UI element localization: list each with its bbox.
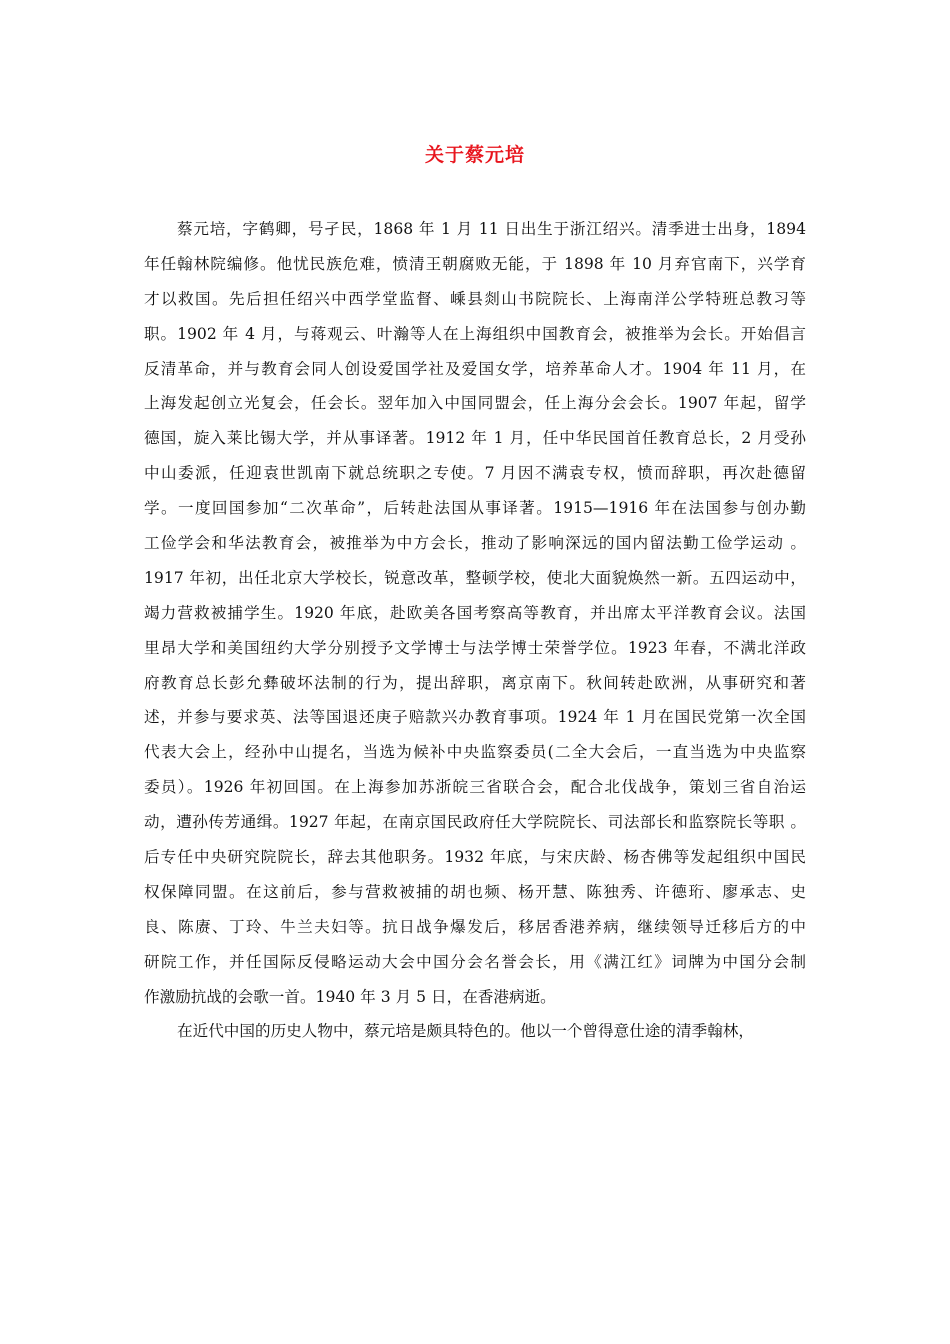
- document-body: [144, 212, 806, 1049]
- text-line: 研院工作，并任国际反侵略运动大会中国分会名誉会长，用《满江红》词牌为中国分会制: [144, 952, 806, 971]
- text-line: 蔡元培，字鹤卿，号孑民，1868 年 1 月 11 日出生于浙江绍兴。清季进士出身，1894: [177, 220, 806, 238]
- text-line: 作激励抗战的会歌一首。1940 年 3 月 5 日，在香港病逝。: [144, 987, 556, 1006]
- text-line: 委员）。1926 年初回国。在上海参加苏浙皖三省联合会，配合北伐战争，策划三省自治运: [144, 778, 806, 797]
- text-line: 年任翰林院编修。他忧民族危难，愤清王朝腐败无能，于 1898 年 10 月弃官南下，兴学育: [144, 254, 806, 273]
- text-line: 动，遭孙传芳通缉。1927 年起，在南京国民政府任大学院院长、司法部长和监察院长等职 。: [144, 813, 806, 832]
- text-line: 职。1902 年 4 月，与蒋观云、叶瀚等人在上海组织中国教育会，被推举为会长。开始倡言: [144, 324, 806, 343]
- text-line: 上海发起创立光复会，任会长。翌年加入中国同盟会，任上海分会会长。1907 年起，留学: [144, 394, 806, 413]
- text-line: 里昂大学和美国纽约大学分别授予文学博士与法学博士荣誉学位。1923 年春，不满北洋政: [144, 638, 806, 657]
- paragraph-commentary: [144, 1014, 806, 1049]
- paragraph-biography: [144, 212, 806, 1014]
- text-line: 述，并参与要求英、法等国退还庚子赔款兴办教育事项。1924 年 1 月在国民党第一次全国: [144, 708, 806, 727]
- text-line: 府教育总长彭允彝破坏法制的行为，提出辞职，离京南下。秋间转赴欧洲，从事研究和著: [144, 673, 806, 692]
- text-line: 权保障同盟。在这前后，参与营救被捕的胡也频、杨开慧、陈独秀、许德珩、廖承志、史: [144, 882, 806, 901]
- document-title: 关于蔡元培: [424, 144, 525, 166]
- text-line: 竭力营救被捕学生。1920 年底，赴欧美各国考察高等教育，并出席太平洋教育会议。法国: [144, 603, 806, 622]
- text-line: 工俭学会和华法教育会，被推举为中方会长，推动了影响深远的国内留法勤工俭学运动 。: [144, 534, 806, 553]
- text-line: 良、陈赓、丁玲、牛兰夫妇等。抗日战争爆发后，移居香港养病，继续领导迁移后方的中: [144, 917, 806, 936]
- text-line: 中山委派，任迎袁世凯南下就总统职之专使。7 月因不满袁专权，愤而辞职，再次赴德留: [144, 464, 806, 483]
- text-line: 反清革命，并与教育会同人创设爱国学社及爱国女学，培养革命人才。1904 年 11 月，在: [144, 359, 806, 378]
- text-line: 代表大会上，经孙中山提名，当选为候补中央监察委员(二全大会后，一直当选为中央监察: [144, 743, 806, 762]
- text-line: 德国，旋入莱比锡大学，并从事译著。1912 年 1 月，任中华民国首任教育总长，2 月受孙: [144, 429, 806, 448]
- text-line: 后专任中央研究院院长，辞去其他职务。1932 年底，与宋庆龄、杨杏佛等发起组织中国民: [144, 848, 806, 867]
- text-line: 才以救国。先后担任绍兴中西学堂监督、嵊县剡山书院院长、上海南洋公学特班总教习等: [144, 289, 806, 308]
- text-line: 学。一度回国参加“二次革命”，后转赴法国从事译著。1915—1916 年在法国参与创办勤: [144, 499, 806, 518]
- text-line: 在近代中国的历史人物中，蔡元培是颇具特色的。他以一个曾得意仕途的清季翰林，: [177, 1022, 754, 1041]
- text-line: 1917 年初，出任北京大学校长，锐意改革，整顿学校，使北大面貌焕然一新。五四运动中，: [144, 568, 806, 587]
